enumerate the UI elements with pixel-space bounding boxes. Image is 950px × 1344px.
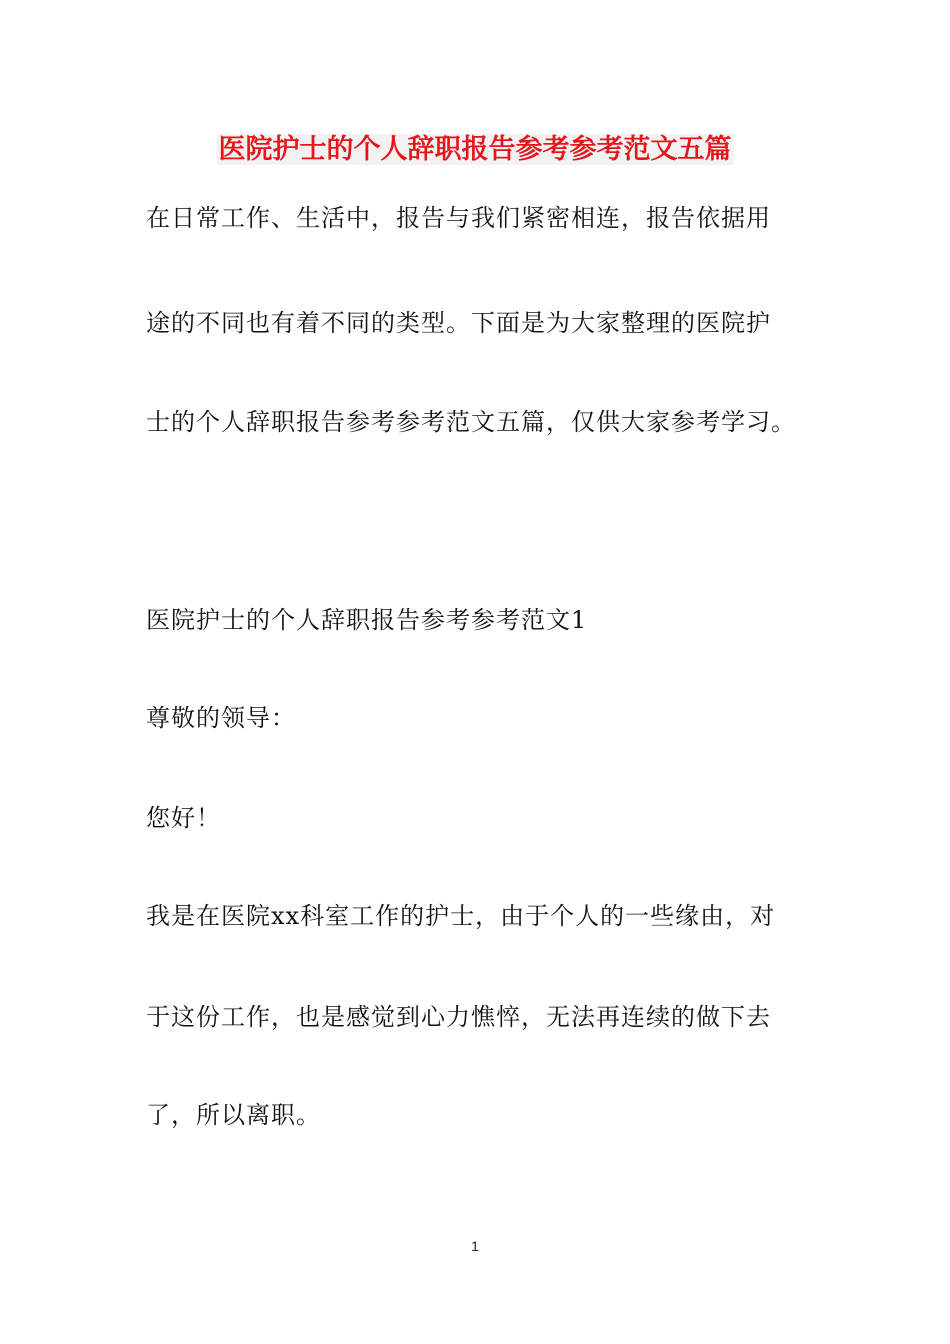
intro-paragraph-line-1: 在日常工作、生活中，报告与我们紧密相连，报告依据用 xyxy=(146,204,771,232)
greeting: 您好！ xyxy=(146,804,221,832)
document-title xyxy=(0,130,950,170)
page-number: 1 xyxy=(471,1238,479,1254)
body-paragraph-line-1: 我是在医院xx科室工作的护士，由于个人的一些缘由，对 xyxy=(146,902,776,930)
section-heading: 医院护士的个人辞职报告参考参考范文1 xyxy=(146,606,588,634)
body-paragraph-line-2: 于这份工作，也是感觉到心力憔悴，无法再连续的做下去 xyxy=(146,1003,771,1031)
intro-paragraph-line-2: 途的不同也有着不同的类型。下面是为大家整理的医院护 xyxy=(146,309,771,337)
body-paragraph-line-3: 了，所以离职。 xyxy=(146,1101,321,1129)
document-title-text: 医院护士的个人辞职报告参考参考范文五篇 xyxy=(218,134,732,165)
intro-paragraph-line-3: 士的个人辞职报告参考参考范文五篇，仅供大家参考学习。 xyxy=(146,408,796,436)
salutation: 尊敬的领导： xyxy=(146,704,296,732)
